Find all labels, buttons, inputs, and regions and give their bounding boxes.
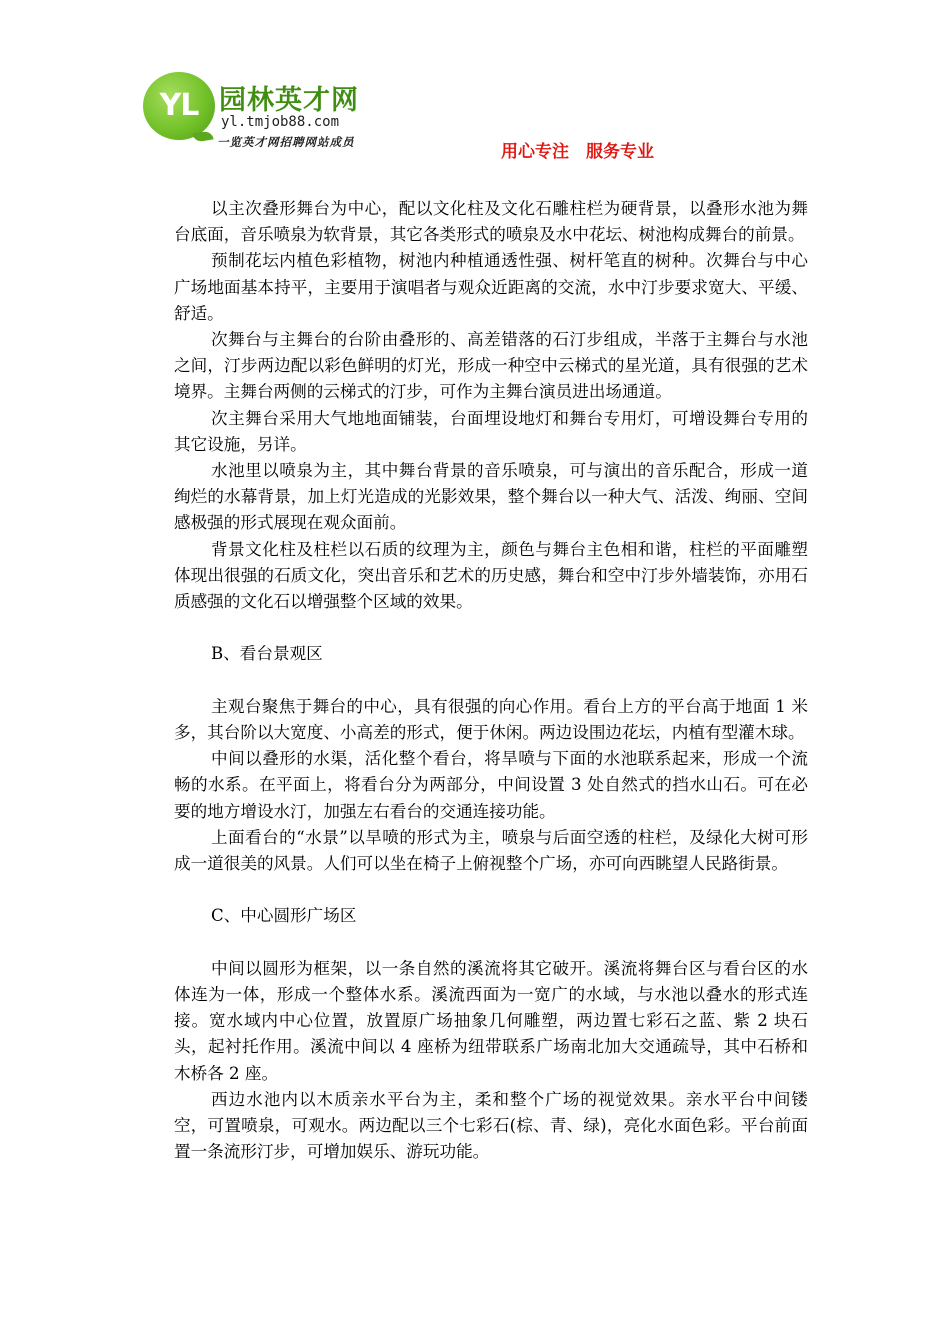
section-heading-b: B、看台景观区 [211,644,323,664]
paragraph: 西边水池内以木质亲水平台为主，柔和整个广场的视觉效果。亲水平台中间镂空，可置喷泉，可观水。两边配以三个七彩石(棕、青、绿)，亮化水面色彩。平台前面置一条流形汀步，可增加娱乐、游玩功能。 [174,1089,808,1162]
logo-tagline: 一览英才网招聘网站成员 [217,135,355,149]
section-heading-c: C、中心圆形广场区 [211,906,357,926]
paragraph: 中间以叠形的水渠，活化整个看台，将旱喷与下面的水池联系起来，形成一个流畅的水系。在平面上，将看台分为两部分，中间设置 3 处自然式的挡水山石。可在必要的地方增设水汀，加强左右看台的交通连接功能。 [174,749,808,821]
leaf-icon [192,130,213,142]
paragraph: 主观台聚焦于舞台的中心，具有很强的向心作用。看台上方的平台高于地面 1 米多，其台阶以大宽度、小高差的形式，便于休闲。两边设围边花坛，内植有型灌木球。 [174,696,808,743]
paragraph: 水池里以喷泉为主，其中舞台背景的音乐喷泉，可与演出的音乐配合，形成一道绚烂的水幕背景，加上灯光造成的光影效果，整个舞台以一种大气、活泼、绚丽、空间感极强的形式展现在观众面前。 [174,461,808,533]
paragraph: 上面看台的“水景”以旱喷的形式为主，喷泉与后面空透的柱栏，及绿化大树可形成一道很美的风景。人们可以坐在椅子上俯视整个广场，亦可向西眺望人民路街景。 [174,827,808,874]
paragraph: 以主次叠形舞台为中心，配以文化柱及文化石雕柱栏为硬背景，以叠形水池为舞台底面，音乐喷泉为软背景，其它各类形式的喷泉及水中花坛、树池构成舞台的前景。 [174,199,808,245]
spacer [174,668,808,694]
logo-mark: YL [143,72,215,140]
document-body [174,196,808,1165]
slogan-part-1: 用心专注 [501,142,569,162]
slogan-part-2: 服务专业 [586,142,654,162]
spacer [174,615,808,641]
paragraph: 背景文化柱及柱栏以石质的纹理为主，颜色与舞台主色相和谐，柱栏的平面雕塑体现出很强的石质文化，突出音乐和艺术的历史感，舞台和空中汀步外墙装饰，亦用石质感强的文化石以增强整个区域的效果。 [174,539,808,612]
paragraph: 中间以圆形为框架，以一条自然的溪流将其它破开。溪流将舞台区与看台区的水体连为一体，形成一个整体水系。溪流西面为一宽广的水域，与水池以叠水的形式连接。宽水域内中心位置，放置原广场抽象几何雕塑，两边置七彩石之蓝、紫 2 块石头，起衬托作用。溪流中间以 4 座桥为纽带联系广场南北加大交通疏导，其中石桥和木桥各 2 座。 [174,958,808,1083]
logo-name: 园林英才网 [219,85,359,116]
paragraph: 次主舞台采用大气地地面铺装，台面埋设地灯和舞台专用灯，可增设舞台专用的其它设施，另详。 [174,408,808,454]
slogan [501,137,654,162]
spacer [174,877,808,903]
logo-url: yl.tmjob88.com [221,114,340,130]
paragraph: 预制花坛内植色彩植物，树池内种植通透性强、树杆笔直的树种。次舞台与中心广场地面基本持平，主要用于演唱者与观众近距离的交流，水中汀步要求宽大、平缓、舒适。 [174,251,808,323]
site-logo[interactable] [143,72,403,157]
spacer [174,930,808,956]
paragraph: 次舞台与主舞台的台阶由叠形的、高差错落的石汀步组成，半落于主舞台与水池之间，汀步两边配以彩色鲜明的灯光，形成一种空中云梯式的星光道，具有很强的艺术境界。主舞台两侧的云梯式的汀步，可作为主舞台演员进出场通道。 [174,330,808,402]
